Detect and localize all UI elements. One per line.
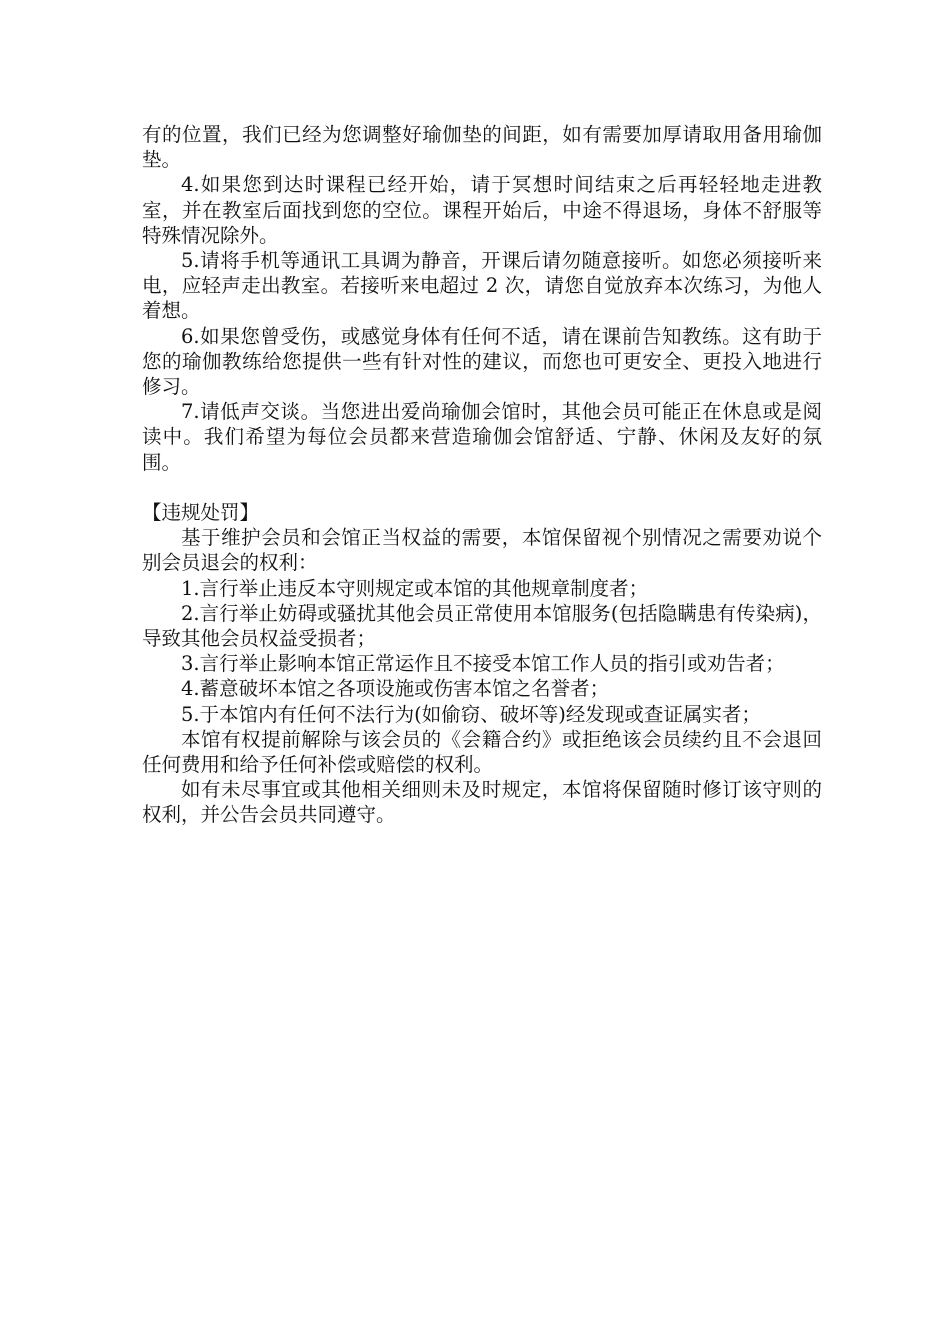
section-spacer — [142, 475, 822, 500]
penalty-item-2: 2.言行举止妨碍或骚扰其他会员正常使用本馆服务(包括隐瞒患有传染病)，导致其他会员权益受损者； — [142, 601, 822, 651]
penalty-intro: 基于维护会员和会馆正当权益的需要，本馆保留视个别情况之需要劝说个别会员退会的权利： — [142, 526, 822, 575]
rule-item-4: 4.如果您到达时课程已经开始，请于冥想时间结束之后再轻轻地走进教室，并在教室后面找到您的空位。课程开始后，中途不得退场，身体不舒服等特殊情况除外。 — [142, 173, 822, 247]
penalty-heading: 【违规处罚】 — [142, 501, 260, 525]
rules-continuation: 有的位置，我们已经为您调整好瑜伽垫的间距，如有需要加厚请取用备用瑜伽垫。 — [142, 123, 822, 172]
rule-item-7: 7.请低声交谈。当您进出爱尚瑜伽会馆时，其他会员可能正在休息或是阅读中。我们希望为每位会员都来营造瑜伽会馆舒适、宁静、休闲及友好的氛围。 — [142, 400, 822, 474]
penalty-item-5: 5.于本馆内有任何不法行为(如偷窃、破坏等)经发现或查证属实者； — [181, 702, 761, 726]
rule-item-5: 5.请将手机等通讯工具调为静音，开课后请勿随意接听。如您必须接听来电，应轻声走出教室。若接听来电超过 2 次，请您自觉放弃本次练习，为他人着想。 — [142, 249, 822, 323]
penalty-item-1: 1.言行举止违反本守则规定或本馆的其他规章制度者； — [181, 576, 649, 600]
penalty-item-3: 3.言行举止影响本馆正常运作且不接受本馆工作人员的指引或劝告者； — [181, 652, 785, 676]
penalty-termination: 本馆有权提前解除与该会员的《会籍合约》或拒绝该会员续约且不会退回任何费用和给予任何补偿或赔偿的权利。 — [142, 727, 822, 777]
penalty-closing: 如有未尽事宜或其他相关细则未及时规定，本馆将保留随时修订该守则的权利，并公告会员共同遵守。 — [142, 778, 822, 827]
rule-item-6: 6.如果您曾受伤，或感觉身体有任何不适，请在课前告知教练。这有助于您的瑜伽教练给您提供一些有针对性的建议，而您也可更安全、更投入地进行修习。 — [142, 324, 822, 399]
document-page — [142, 122, 822, 828]
penalty-item-4: 4.蓄意破坏本馆之各项设施或伤害本馆之名誉者； — [181, 677, 610, 701]
